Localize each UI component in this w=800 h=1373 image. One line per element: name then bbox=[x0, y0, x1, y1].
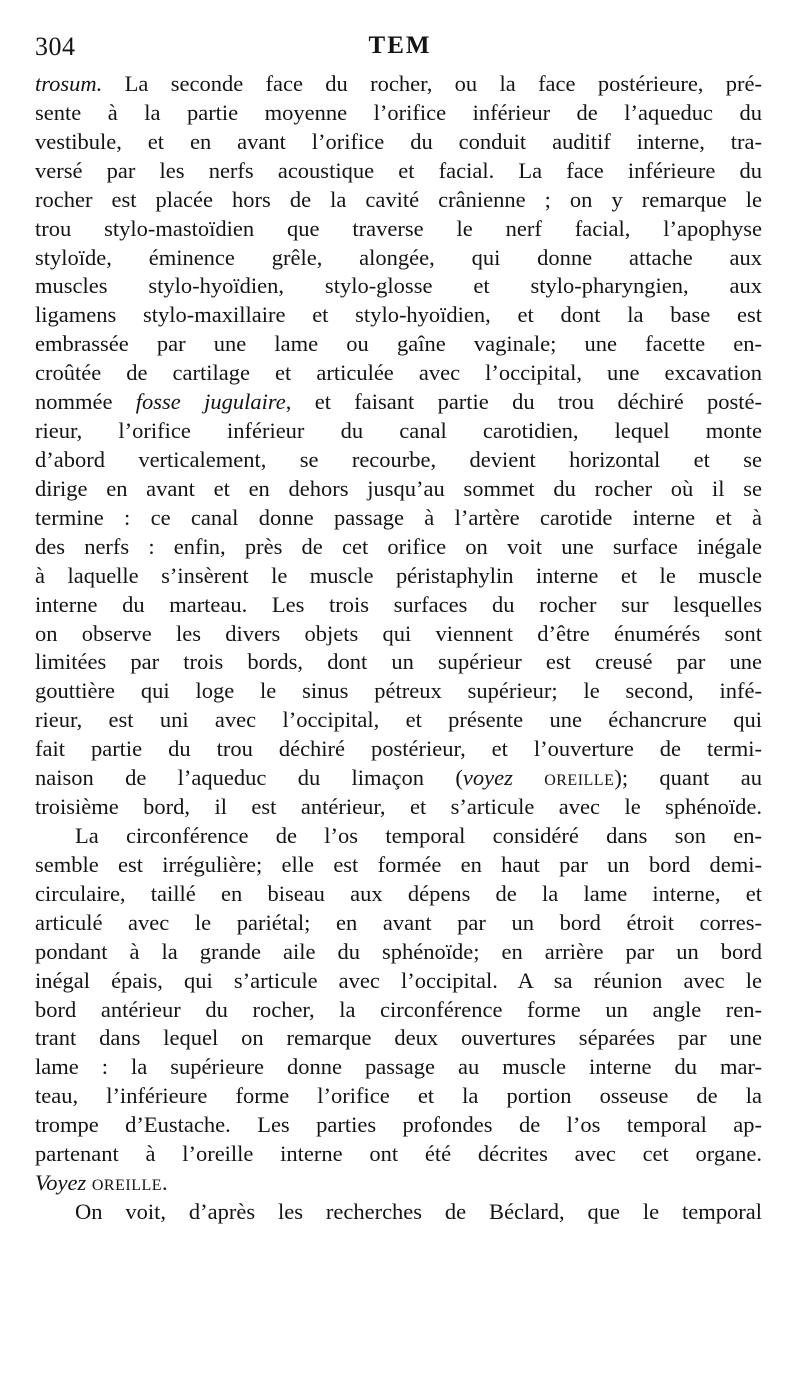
text-line bbox=[35, 157, 762, 186]
text-segment: trou stylo-mastoïdien que traverse le nerf facial, l’apophyse bbox=[35, 215, 762, 241]
text-segment: des nerfs : enfin, près de cet orifice on voit une surface inégale bbox=[35, 533, 762, 559]
text-line bbox=[35, 215, 762, 244]
text-segment: muscles stylo-hyoïdien, stylo-glosse et stylo-pharyngien, aux bbox=[35, 273, 762, 299]
text-line bbox=[35, 1198, 762, 1227]
text-line bbox=[35, 186, 762, 215]
text-line bbox=[35, 967, 762, 996]
text-line bbox=[35, 99, 762, 128]
text-segment: fait partie du trou déchiré postérieur, et l’ouverture de termi- bbox=[35, 736, 762, 762]
text-segment: ); quant au bbox=[614, 765, 762, 791]
text-segment: gouttière qui loge le sinus pétreux supérieur; le second, infé- bbox=[35, 678, 762, 704]
italic-text: trosum. bbox=[35, 71, 103, 96]
text-line bbox=[35, 128, 762, 157]
text-line bbox=[35, 851, 762, 880]
text-line bbox=[35, 706, 762, 735]
text-segment: lame : la supérieure donne passage au muscle interne du mar- bbox=[35, 1054, 762, 1080]
text-segment: trant dans lequel on remarque deux ouvertures séparées par une bbox=[35, 1025, 762, 1051]
text-line bbox=[35, 793, 762, 822]
text-segment: termine : ce canal donne passage à l’artère carotide interne et à bbox=[35, 504, 762, 530]
text-line bbox=[35, 244, 762, 273]
text-segment: nommée bbox=[35, 389, 136, 415]
text-segment: vestibule, et en avant l’orifice du conduit auditif interne, tra- bbox=[35, 128, 762, 154]
small-caps-text: oreille bbox=[544, 765, 615, 791]
text-segment: . bbox=[162, 1170, 168, 1196]
italic-text: Voyez bbox=[35, 1170, 87, 1196]
text-line bbox=[35, 822, 762, 851]
text-segment: articulé avec le pariétal; en avant par un bord étroit corres- bbox=[35, 909, 762, 935]
text-line bbox=[35, 359, 762, 388]
text-segment: bord antérieur du rocher, la circonférence forme un angle ren- bbox=[35, 996, 762, 1022]
text-line bbox=[35, 475, 762, 504]
text-segment: rieur, l’orifice inférieur du canal carotidien, lequel monte bbox=[35, 418, 762, 444]
text-segment: croûtée de cartilage et articulée avec l’occipital, une excavation bbox=[35, 360, 762, 386]
text-line bbox=[35, 1140, 762, 1169]
text-segment: La seconde face du rocher, ou la face postérieure, pré- bbox=[102, 71, 762, 96]
text-line bbox=[35, 330, 762, 359]
text-line bbox=[35, 272, 762, 301]
text-segment: semble est irrégulière; elle est formée en haut par un bord demi- bbox=[35, 851, 762, 877]
text-line bbox=[35, 677, 762, 706]
text-segment: partenant à l’oreille interne ont été décrites avec cet organe. bbox=[35, 1141, 762, 1167]
text-line bbox=[35, 1053, 762, 1082]
text-segment: circulaire, taillé en biseau aux dépens de la lame interne, et bbox=[35, 880, 762, 906]
text-line bbox=[35, 301, 762, 330]
italic-text: fosse jugulaire bbox=[135, 389, 286, 415]
page-header bbox=[35, 32, 765, 66]
text-segment: d’abord verticalement, se recourbe, devient horizontal et se bbox=[35, 446, 762, 472]
text-segment: ligamens stylo-maxillaire et stylo-hyoïdien, et dont la base est bbox=[35, 302, 762, 328]
text-segment bbox=[513, 765, 544, 790]
text-segment: styloïde, éminence grêle, alongée, qui donne attache aux bbox=[35, 244, 762, 270]
italic-text: voyez bbox=[462, 765, 513, 791]
text-segment: naison de l’aqueduc du limaçon ( bbox=[35, 765, 463, 791]
text-line bbox=[35, 996, 762, 1025]
text-segment: troisième bord, il est antérieur, et s’articule avec le sphénoïde. bbox=[35, 794, 762, 820]
text-line bbox=[35, 735, 762, 764]
small-caps-text: oreille bbox=[91, 1170, 163, 1196]
page-number: 304 bbox=[35, 32, 76, 61]
running-head: TEM bbox=[368, 32, 432, 59]
text-line bbox=[35, 880, 762, 909]
text-line bbox=[35, 446, 762, 475]
text-segment: sente à la partie moyenne l’orifice inférieur de l’aqueduc du bbox=[35, 99, 762, 125]
text-line bbox=[35, 938, 762, 967]
text-segment: rieur, est uni avec l’occipital, et présente une échancrure qui bbox=[35, 707, 762, 733]
text-line bbox=[35, 504, 762, 533]
text-line bbox=[35, 562, 762, 591]
text-segment: pondant à la grande aile du sphénoïde; en arrière par un bord bbox=[35, 938, 762, 964]
text-line bbox=[35, 533, 762, 562]
text-line bbox=[35, 417, 762, 446]
text-line bbox=[35, 620, 762, 649]
text-segment: inégal épais, qui s’articule avec l’occipital. A sa réunion avec le bbox=[35, 967, 762, 993]
text-line bbox=[35, 1111, 762, 1140]
text-segment: interne du marteau. Les trois surfaces du rocher sur lesquelles bbox=[35, 591, 762, 617]
text-segment: rocher est placée hors de la cavité crânienne ; on y remarque le bbox=[35, 186, 762, 212]
text-line bbox=[35, 909, 762, 938]
text-line bbox=[35, 591, 762, 620]
text-line bbox=[35, 70, 762, 99]
text-segment: on observe les divers objets qui viennent d’être énumérés sont bbox=[35, 620, 762, 646]
text-line bbox=[35, 764, 762, 793]
text-line bbox=[35, 1082, 762, 1111]
text-segment: versé par les nerfs acoustique et facial. La face inférieure du bbox=[35, 157, 762, 183]
text-line bbox=[35, 1024, 762, 1053]
text-segment: embrassée par une lame ou gaîne vaginale; une facette en- bbox=[35, 331, 762, 357]
text-segment: , et faisant partie du trou déchiré posté- bbox=[285, 389, 762, 415]
text-line bbox=[35, 388, 762, 417]
text-segment: dirige en avant et en dehors jusqu’au sommet du rocher où il se bbox=[35, 475, 762, 501]
text-segment: à laquelle s’insèrent le muscle péristaphylin interne et le muscle bbox=[35, 562, 762, 588]
text-line bbox=[35, 1169, 762, 1198]
body-text bbox=[35, 70, 762, 1227]
text-segment: On voit, d’après les recherches de Béclard, que le temporal bbox=[75, 1198, 762, 1224]
text-segment: teau, l’inférieure forme l’orifice et la portion osseuse de la bbox=[35, 1083, 762, 1109]
text-segment: trompe d’Eustache. Les parties profondes de l’os temporal ap- bbox=[35, 1112, 762, 1138]
text-line bbox=[35, 648, 762, 677]
text-segment: La circonférence de l’os temporal considéré dans son en- bbox=[75, 822, 762, 848]
text-segment: limitées par trois bords, dont un supérieur est creusé par une bbox=[35, 649, 762, 675]
